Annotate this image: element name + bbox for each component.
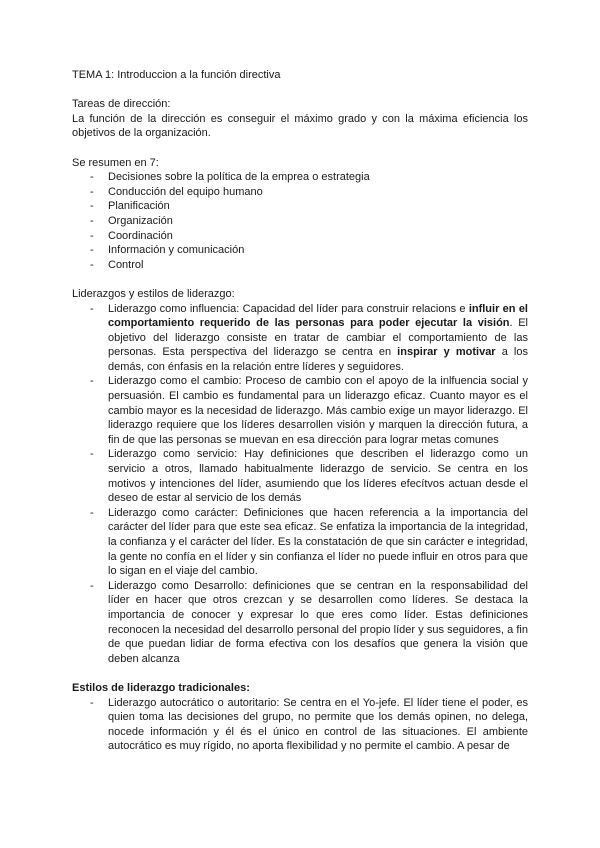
list-item: - Conducción del equipo humano [72, 185, 528, 200]
liderazgos-heading: Liderazgos y estilos de liderazgo: [72, 287, 235, 300]
document-body [72, 68, 528, 754]
liderazgos-list [72, 302, 528, 667]
resumen-list [72, 170, 528, 272]
list-item: - Información y comunicación [72, 243, 528, 258]
list-item: - Liderazgo como Desarrollo: definiciones que se centran en la responsabilidad del líder en hacer que otros crezcan y se desarrollen como líderes. Se destaca la importancia de conocer y expresar lo que eres como líder. Estas definiciones reconocen la necesidad del desarrollo personal del propio líder y sus seguidores, a fin de que puedan lidiar de forma efectiva con los desafíos que genera la visión que deben alcanza [72, 579, 528, 667]
list-item: - Control [72, 258, 528, 273]
list-item: - Decisiones sobre la política de la emprea o estrategia [72, 170, 528, 185]
resumen-heading: Se resumen en 7: [72, 156, 159, 169]
item-text: . El objetivo del liderazgo consiste en tratar de cambiar el comportamiento de las personas. Esta perspectiva del liderazgo se centra en [108, 317, 528, 359]
list-item: - Liderazgo como el cambio: Proceso de cambio con el apoyo de la inlfuencia social y persuasión. El cambio es fundamental para un liderazgo eficaz. Cuanto mayor es el cambio mayor es la necesidad de liderazgo. Más cambio exige un mayor liderazgo. El liderazgo requiere que los líderes desarrollen visión y marquen la dirección futura, a fin de que las personas se muevan en esa dirección para lograr metas comunes [72, 374, 528, 447]
tareas-paragraph: La función de la dirección es conseguir el máximo grado y con la máxima eficiencia los objetivos de la organización. [72, 112, 528, 140]
list-item [72, 302, 528, 375]
list-item: - Liderazgo como servicio: Hay definiciones que describen el liderazgo como un servicio a otros, llamado habitualmente liderazgo de servicio. Se centra en los motivos y intenciones del líder, asumiendo que los líderes efecítvos actuan desde el deseo de estar al servicio de los demás [72, 447, 528, 505]
list-item: - Planificación [72, 199, 528, 214]
estilos-heading: Estilos de liderazgo tradicionales: [72, 681, 250, 694]
item-text: Liderazgo como influencia: Capacidad del líder para construir relacions e [108, 302, 469, 315]
list-item: - Liderazgo autocrático o autoritario: Se centra en el Yo-jefe. El líder tiene el poder, es quien toma las decisiones del grupo, no permite que los demás opinen, no delega, nocede información y él és el único en control de las situaciones. El ambiente autocrático es muy rígido, no aporta flexibilidad y no permite el cambio. A pesar de [72, 696, 528, 754]
document-title: TEMA 1: Introduccion a la función directiva [72, 69, 281, 81]
tareas-heading: Tareas de dirección: [72, 98, 171, 111]
list-item: - Coordinación [72, 229, 528, 244]
emphasis-text: influir en el comportamiento requerido de las personas para poder ejecutar la visión [108, 302, 528, 330]
item-text: a los demás, con énfasis en la relación entre líderes y seguidores. [108, 346, 528, 373]
list-item: - Organización [72, 214, 528, 229]
estilos-list [72, 696, 528, 754]
list-item: - Liderazgo como carácter: Definiciones que hacen referencia a la importancia del carácter del líder para que este sea eficaz. Se enfatiza la importancia de la integridad, la confianza y el carácter del líder. Es la constatación de que sin carácter e integridad, la gente no confía en el líder y sin confianza el líder no puede influir en otros para que lo sigan en el viaje del cambio. [72, 506, 528, 579]
emphasis-text: inspirar y motivar [397, 346, 496, 359]
